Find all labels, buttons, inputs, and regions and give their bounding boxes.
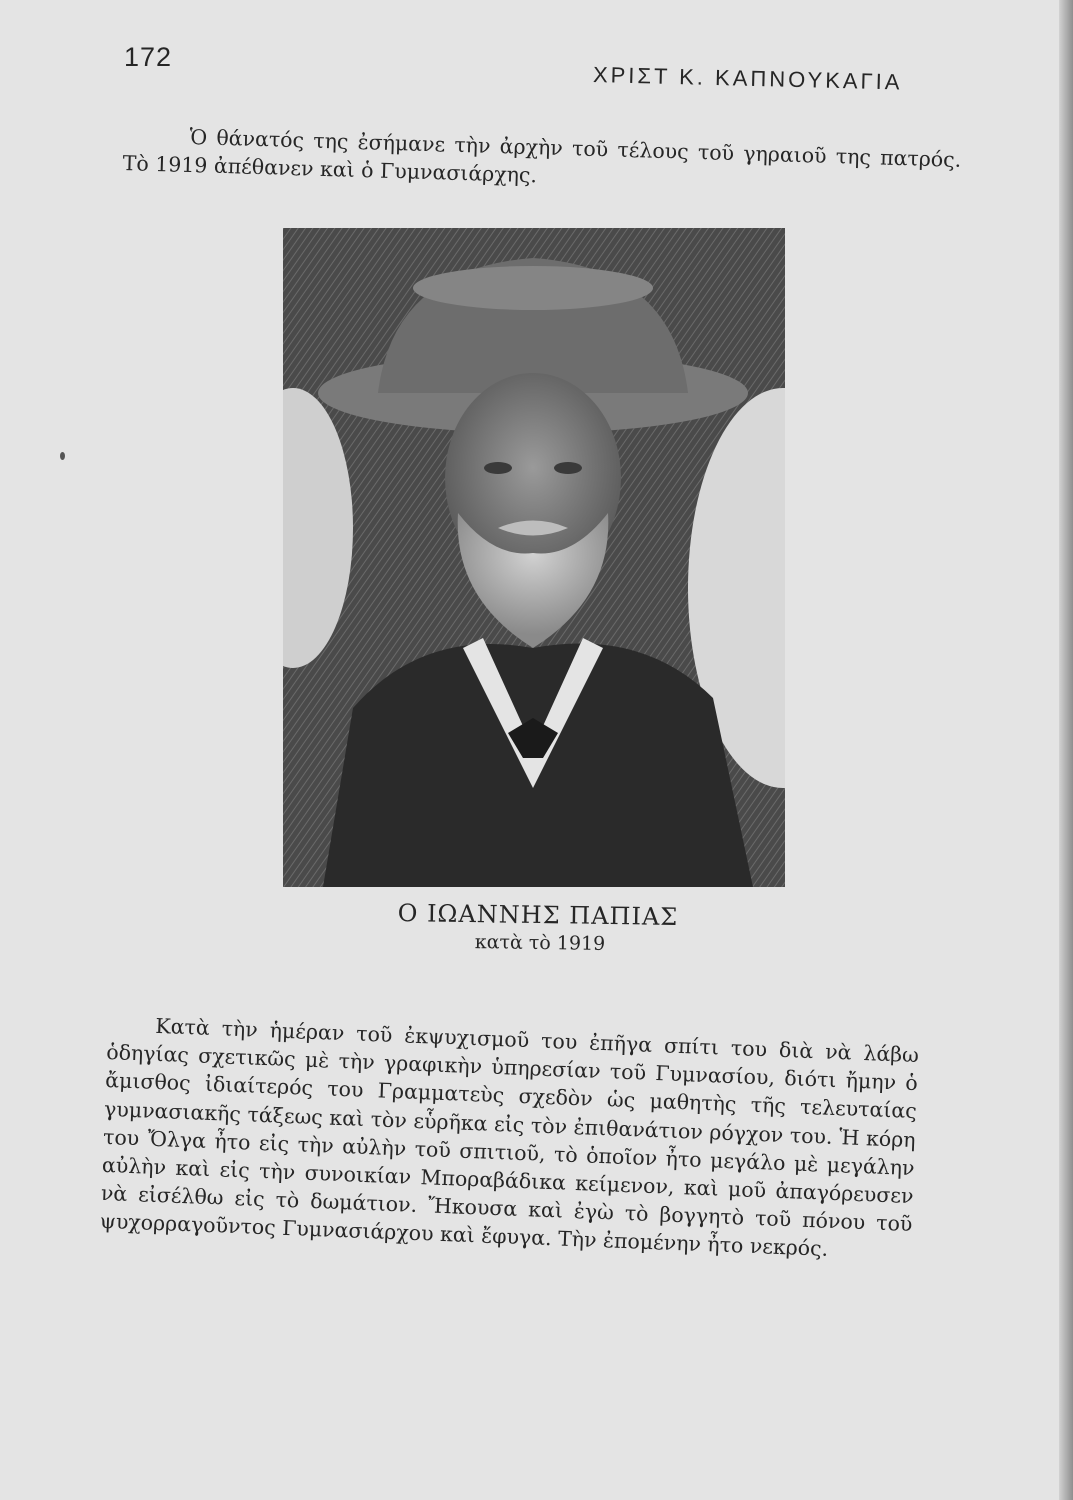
page-number: 172 xyxy=(124,42,173,72)
photo-caption-date: κατὰ τὸ 1919 xyxy=(474,931,606,955)
ink-speck xyxy=(60,452,65,460)
running-head: ΧΡΙΣΤ Κ. ΚΑΠΝΟΥΚΑΓΙΑ xyxy=(592,62,903,95)
main-paragraph: Κατὰ τὴν ἡμέραν τοῦ ἐκψυχισμοῦ του ἐπῆγα σπίτι του διὰ νὰ λάβω ὁδηγίας σχετικῶς μὲ τὴν γραφικὴν ὑπηρεσίαν τοῦ Γυμνασίου, διότι ἤμην ὁ ἄμισθος ἰδιαίτερός του Γραμματεὺς σχεδὸν ὡς μαθητὴς τῆς τελευταίας γυμνασιακῆς τάξεως καὶ τὸν εὗρῆκα εἰς τὸν ἐπιθανάτιον ρόγχον του. Ἡ κόρη του Ὄλγα ἦτο εἰς τὴν αὐλὴν τοῦ σπιτιοῦ, τὸ ὁποῖον ἦτο μεγάλο μὲ μεγάλην αὐλὴν καὶ εἰς τὴν συνοικίαν Μποραβάδικα κείμενον, καὶ μοῦ ἀπαγόρευσεν νὰ εἰσέλθω εἰς τὸ δωμάτιον. Ἤκουσα καὶ ἐγὼ τὸ βογγητὸ τοῦ πόνου τοῦ ψυχορραγοῦντος Γυμνασιάρχου καὶ ἔφυγα. Τὴν ἐπομένην ἦτο νεκρός. xyxy=(99,1013,920,1262)
portrait-image xyxy=(283,228,785,887)
scan-edge-shadow xyxy=(1059,0,1073,1500)
intro-paragraph: Ὁ θάνατός της ἐσήμανε τὴν ἀρχὴν τοῦ τέλους τοῦ γηραιοῦ της πατρός. Τὸ 1919 ἀπέθανεν καὶ ὁ Γυμνασιάρχης. xyxy=(122,124,962,188)
photo-caption-name: Ο ΙΩΑΝΝΗΣ ΠΑΠΙΑΣ xyxy=(397,899,679,931)
portrait-photo xyxy=(283,228,785,887)
